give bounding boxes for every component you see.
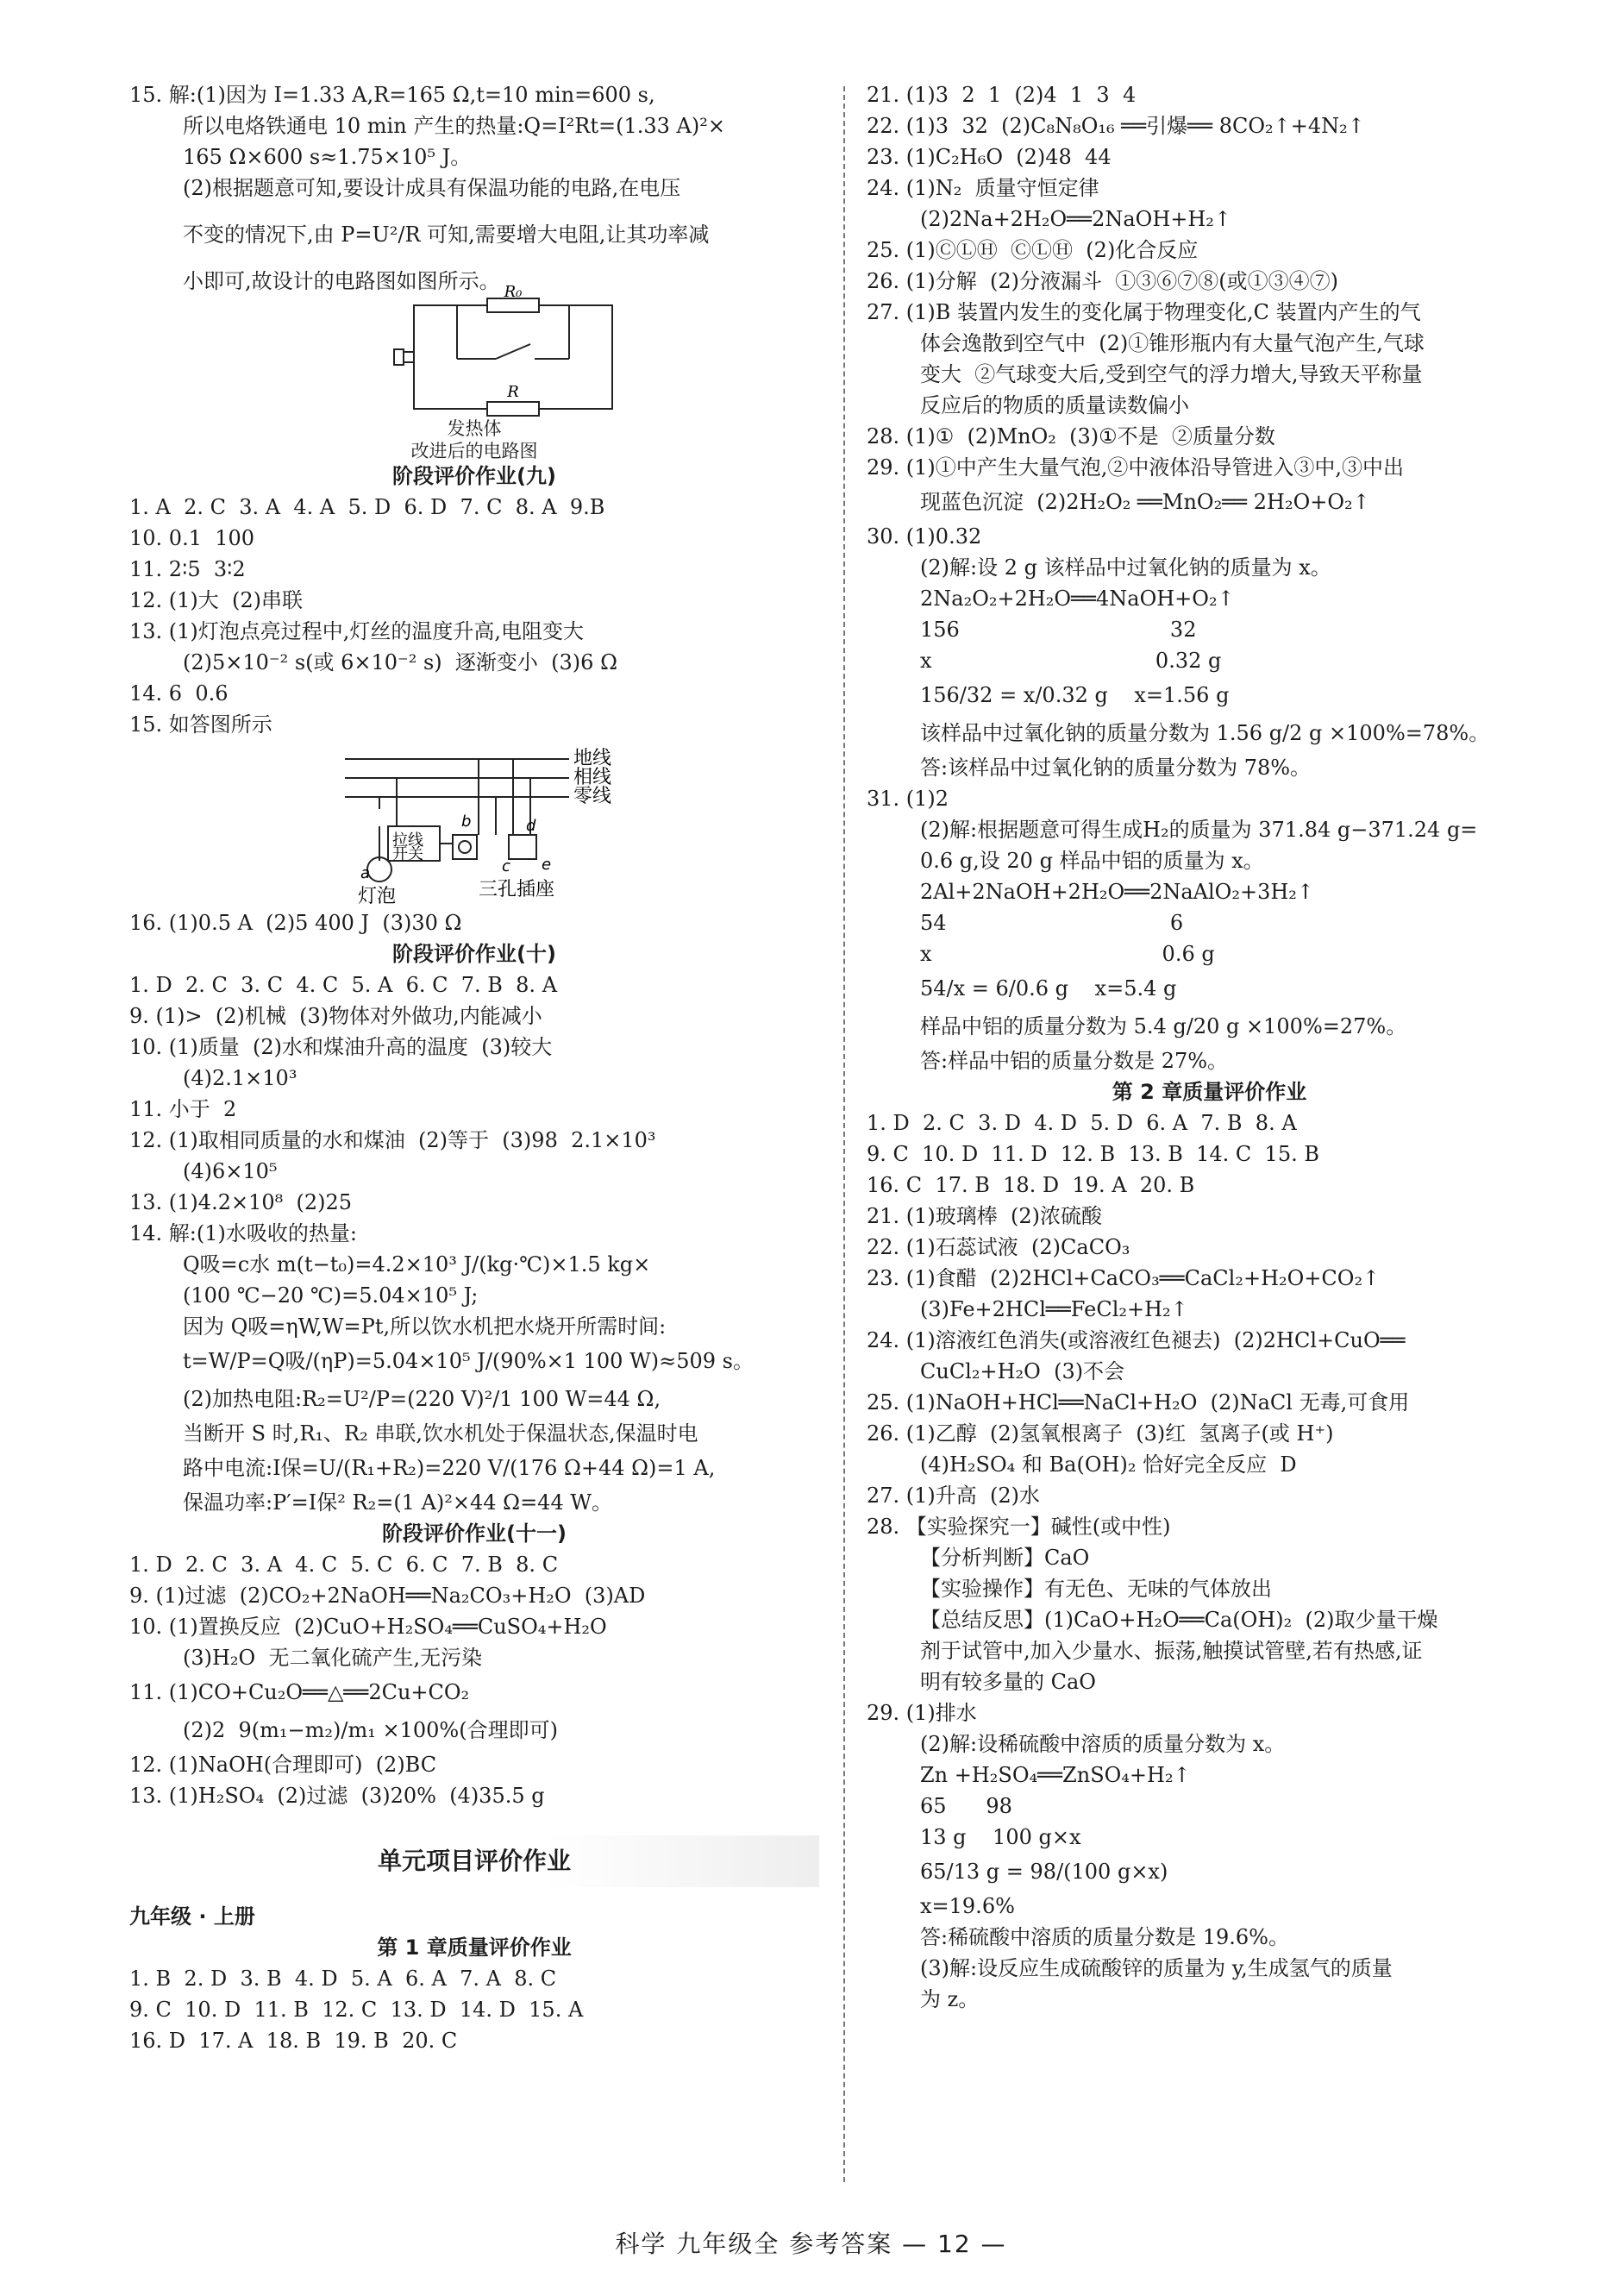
- answer-line: (3)H₂O 无二氧化硫产生,无污染: [183, 1646, 483, 1670]
- answer-line: 28. 【实验探究一】碱性(或中性): [867, 1515, 1171, 1539]
- section-heading: 阶段评价作业(十一): [382, 1521, 567, 1546]
- answer-line: 13. (1)灯泡点亮过程中,灯丝的温度升高,电阻变大: [129, 619, 585, 643]
- answer-line: 1. D 2. C 3. C 4. C 5. A 6. C 7. B 8. A: [129, 973, 558, 997]
- answer-line: 1. D 2. C 3. A 4. C 5. C 6. C 7. B 8. C: [129, 1553, 559, 1577]
- answer-line: 1. B 2. D 3. B 4. D 5. A 6. A 7. A 8. C: [129, 1967, 557, 1991]
- answer-line: 9. C 10. D 11. D 12. B 13. B 14. C 15. B: [867, 1142, 1319, 1166]
- answer-line: 明有较多量的 CaO: [920, 1670, 1096, 1694]
- answer-line: 156/32 = x/0.32 g x=1.56 g: [920, 683, 1230, 707]
- answer-line: (100 ℃−20 ℃)=5.04×10⁵ J;: [183, 1283, 479, 1308]
- answer-line: 14. 6 0.6: [129, 681, 229, 706]
- answer-line: 10. 0.1 100: [129, 526, 255, 550]
- answer-line: x 0.6 g: [920, 942, 1215, 966]
- switch-label: 拉线: [392, 831, 423, 850]
- answer-line: 24. (1)溶液红色消失(或溶液红色褪去) (2)2HCl+CuO══: [867, 1328, 1406, 1352]
- answer-line: x 0.32 g: [920, 649, 1222, 673]
- answer-line: 该样品中过氧化钠的质量分数为 1.56 g/2 g ×100%=78%。: [920, 721, 1490, 745]
- answer-line: 路中电流:I保=U/(R₁+R₂)=220 V/(176 Ω+44 Ω)=1 A,: [183, 1456, 716, 1480]
- answer-line: (2)解:根据题意可得生成H₂的质量为 371.84 g−371.24 g=: [920, 818, 1478, 842]
- answer-line: 1. D 2. C 3. D 4. D 5. D 6. A 7. B 8. A: [867, 1111, 1297, 1135]
- answer-line: 21. (1)玻璃棒 (2)浓硫酸: [867, 1204, 1103, 1228]
- neutral-wire-label: 零线: [573, 786, 612, 807]
- answer-line: 165 Ω×600 s≈1.75×10⁵ J。: [183, 145, 472, 169]
- point-d-label: d: [526, 817, 536, 835]
- answer-line: 54/x = 6/0.6 g x=5.4 g: [920, 976, 1177, 1001]
- answer-line: 11. (1)CO+Cu₂O══△══2Cu+CO₂: [129, 1680, 470, 1704]
- answer-line: 为 z。: [920, 1987, 980, 2011]
- answer-line: 13. (1)4.2×10⁸ (2)25: [129, 1190, 353, 1214]
- answer-line: 因为 Q吸=ηW,W=Pt,所以饮水机把水烧开所需时间:: [183, 1314, 667, 1339]
- answer-line: 9. C 10. D 11. B 12. C 13. D 14. D 15. A: [129, 1998, 584, 2022]
- section-heading: 阶段评价作业(十): [392, 942, 556, 966]
- answer-line: 25. (1)ⒸⓁⒽ ⒸⓁⒽ (2)化合反应: [867, 238, 1199, 262]
- answer-line: 28. (1)① (2)MnO₂ (3)①不是 ②质量分数: [867, 424, 1275, 449]
- answer-line: 【实验操作】有无色、无味的气体放出: [920, 1577, 1272, 1601]
- point-a-label: a: [360, 864, 371, 882]
- resistor-r-label: R: [507, 383, 519, 401]
- circuit-diagram: [129, 283, 819, 417]
- answer-line: 答:该样品中过氧化钠的质量分数为 78%。: [920, 756, 1312, 780]
- answer-line: 2Na₂O₂+2H₂O══4NaOH+O₂↑: [920, 587, 1235, 611]
- answer-line: 11. 2∶5 3∶2: [129, 557, 246, 581]
- answer-line: 小即可,故设计的电路图如图所示。: [183, 269, 500, 293]
- answer-line: 12. (1)大 (2)串联: [129, 588, 304, 612]
- point-c-label: c: [502, 857, 510, 875]
- point-e-label: e: [542, 856, 552, 874]
- figure-caption: 发热体: [447, 418, 502, 439]
- bulb-label: 灯泡: [358, 886, 397, 907]
- switch-label-2: 开关: [392, 845, 423, 863]
- answer-line: 1. A 2. C 3. A 4. A 5. D 6. D 7. C 8. A 9.B: [129, 495, 605, 519]
- answer-line: 29. (1)排水: [867, 1701, 977, 1725]
- answer-line: 65/13 g = 98/(100 g×x): [920, 1860, 1168, 1884]
- answer-line: 所以电烙铁通电 10 min 产生的热量:Q=I²Rt=(1.33 A)²×: [183, 114, 725, 138]
- unit-title: 单元项目评价作业: [129, 1835, 819, 1887]
- answer-line: (4)2.1×10³: [183, 1066, 297, 1090]
- answer-line: 15. 如答图所示: [129, 712, 272, 737]
- answer-line: 22. (1)石蕊试液 (2)CaCO₃: [867, 1235, 1130, 1259]
- answer-line: (2)加热电阻:R₂=U²/P=(220 V)²/1 100 W=44 Ω,: [183, 1387, 661, 1411]
- answer-line: 156 32: [920, 618, 1197, 642]
- answer-line: 保温功率:P′=I保² R₂=(1 A)²×44 Ω=44 W。: [183, 1490, 613, 1515]
- answer-line: 2Al+2NaOH+2H₂O══2NaAlO₂+3H₂↑: [920, 880, 1314, 904]
- answer-line: 65 98: [920, 1794, 1012, 1818]
- answer-line: 13. (1)H₂SO₄ (2)过滤 (3)20% (4)35.5 g: [129, 1784, 545, 1808]
- answer-line: 25. (1)NaOH+HCl══NaCl+H₂O (2)NaCl 无毒,可食用: [867, 1390, 1410, 1415]
- answer-line: 11. 小于 2: [129, 1097, 237, 1121]
- answer-line: 12. (1)取相同质量的水和煤油 (2)等于 (3)98 2.1×10³: [129, 1128, 656, 1152]
- answer-line: 0.6 g,设 20 g 样品中铝的质量为 x。: [920, 849, 1264, 873]
- answer-line: 16. (1)0.5 A (2)5 400 J (3)30 Ω: [129, 911, 462, 935]
- answer-line: 不变的情况下,由 P=U²/R 可知,需要增大电阻,让其功率减: [183, 223, 710, 247]
- answer-line: 16. D 17. A 18. B 19. B 20. C: [129, 2029, 458, 2053]
- left-column: [129, 79, 819, 2056]
- answer-line: t=W/P=Q吸/(ηP)=5.04×10⁵ J/(90%×1 100 W)≈509 s。: [183, 1349, 754, 1373]
- answer-line: 24. (1)N₂ 质量守恒定律: [867, 176, 1099, 200]
- answer-line: 答:样品中铝的质量分数是 27%。: [920, 1049, 1229, 1073]
- grade-heading: 九年级 · 上册: [129, 1904, 255, 1929]
- answer-line: 23. (1)C₂H₆O (2)48 44: [867, 145, 1112, 169]
- answer-line: Q吸=c水 m(t−t₀)=4.2×10³ J/(kg·℃)×1.5 kg×: [183, 1252, 651, 1277]
- improved-circuit-figure: [129, 283, 819, 461]
- answer-line: (3)Fe+2HCl══FeCl₂+H₂↑: [920, 1297, 1188, 1321]
- answer-line: 答:稀硫酸中溶质的质量分数是 19.6%。: [920, 1925, 1289, 1949]
- answer-line: 26. (1)分解 (2)分液漏斗 ①③⑥⑦⑧(或①③④⑦): [867, 269, 1339, 293]
- answer-line: (2)2Na+2H₂O══2NaOH+H₂↑: [920, 207, 1232, 231]
- answer-line: 27. (1)升高 (2)水: [867, 1484, 1041, 1508]
- answer-line: (2)解:设稀硫酸中溶质的质量分数为 x。: [920, 1732, 1286, 1756]
- answer-line: 21. (1)3 2 1 (2)4 1 3 4: [867, 83, 1137, 107]
- answer-line: 54 6: [920, 911, 1184, 935]
- point-b-label: b: [461, 812, 472, 831]
- page-footer: 科学 九年级全 参考答案 — 12 —: [615, 2230, 1007, 2258]
- column-divider: [843, 86, 845, 2182]
- answer-line: CuCl₂+H₂O (3)不会: [920, 1359, 1125, 1383]
- answer-line: 剂于试管中,加入少量水、振荡,触摸试管壁,若有热感,证: [920, 1639, 1423, 1663]
- answer-line: 26. (1)乙醇 (2)氢氧根离子 (3)红 氢离子(或 H⁺): [867, 1421, 1334, 1446]
- answer-line: 体会逸散到空气中 (2)①锥形瓶内有大量气泡产生,气球: [920, 331, 1425, 355]
- answer-line: 14. 解:(1)水吸收的热量:: [129, 1221, 357, 1245]
- answer-line: 23. (1)食醋 (2)2HCl+CaCO₃══CaCl₂+H₂O+CO₂↑: [867, 1266, 1381, 1290]
- answer-line: 30. (1)0.32: [867, 524, 982, 549]
- section-heading: 阶段评价作业(九): [392, 464, 556, 488]
- answer-line: 变大 ②气球变大后,受到空气的浮力增大,导致天平称量: [920, 362, 1423, 386]
- answer-line: 9. (1)> (2)机械 (3)物体对外做功,内能减小: [129, 1004, 542, 1028]
- wiring-figure: [129, 740, 819, 907]
- answer-line: 10. (1)质量 (2)水和煤油升高的温度 (3)较大: [129, 1035, 553, 1059]
- ground-wire-label: 地线: [573, 748, 612, 769]
- answer-line: 15. 解:(1)因为 I=1.33 A,R=165 Ω,t=10 min=600 s,: [129, 83, 655, 107]
- right-column: [867, 79, 1552, 2015]
- answer-line: 当断开 S 时,R₁、R₂ 串联,饮水机处于保温状态,保温时电: [183, 1421, 698, 1446]
- wiring-diagram: [129, 740, 819, 907]
- answer-line: 10. (1)置换反应 (2)CuO+H₂SO₄══CuSO₄+H₂O: [129, 1615, 607, 1639]
- live-wire-label: 相线: [573, 767, 612, 788]
- answer-line: (2)解:设 2 g 该样品中过氧化钠的质量为 x。: [920, 555, 1331, 580]
- answer-line: 反应后的物质的质量读数偏小: [920, 393, 1189, 417]
- socket-label: 三孔插座: [479, 879, 555, 900]
- answer-line: Zn +H₂SO₄══ZnSO₄+H₂↑: [920, 1763, 1191, 1787]
- answer-line: 【分析判断】CaO: [920, 1546, 1090, 1570]
- chapter-heading: 第 2 章质量评价作业: [1112, 1080, 1307, 1104]
- chapter-heading: 第 1 章质量评价作业: [377, 1935, 572, 1960]
- answer-line: 31. (1)2: [867, 787, 949, 811]
- answer-line: 样品中铝的质量分数为 5.4 g/20 g ×100%=27%。: [920, 1014, 1407, 1038]
- answer-line: 现蓝色沉淀 (2)2H₂O₂ ══MnO₂══ 2H₂O+O₂↑: [920, 490, 1370, 514]
- answer-line: (2)5×10⁻² s(或 6×10⁻² s) 逐渐变小 (3)6 Ω: [183, 650, 617, 674]
- answer-line: 13 g 100 g×x: [920, 1825, 1081, 1849]
- resistor-r0-label: R₀: [504, 283, 523, 301]
- answer-line: (2)2 9(m₁−m₂)/m₁ ×100%(合理即可): [183, 1718, 558, 1742]
- answer-line: 【总结反思】(1)CaO+H₂O══Ca(OH)₂ (2)取少量干燥: [920, 1608, 1438, 1632]
- figure-caption: 改进后的电路图: [410, 441, 538, 461]
- answer-line: 22. (1)3 32 (2)C₈N₈O₁₆ ══引爆══ 8CO₂↑+4N₂↑: [867, 114, 1365, 138]
- answer-line: x=19.6%: [920, 1894, 1015, 1918]
- answer-line: (2)根据题意可知,要设计成具有保温功能的电路,在电压: [183, 176, 681, 200]
- answer-line: 27. (1)B 装置内发生的变化属于物理变化,C 装置内产生的气: [867, 300, 1421, 324]
- answer-line: 29. (1)①中产生大量气泡,②中液体沿导管进入③中,③中出: [867, 455, 1405, 480]
- answer-line: 9. (1)过滤 (2)CO₂+2NaOH══Na₂CO₃+H₂O (3)AD: [129, 1584, 646, 1608]
- answer-line: 12. (1)NaOH(合理即可) (2)BC: [129, 1753, 437, 1777]
- answer-line: (4)6×10⁵: [183, 1159, 278, 1183]
- answer-line: 16. C 17. B 18. D 19. A 20. B: [867, 1173, 1195, 1197]
- answer-line: (4)H₂SO₄ 和 Ba(OH)₂ 恰好完全反应 D: [920, 1452, 1297, 1477]
- answer-line: (3)解:设反应生成硫酸锌的质量为 y,生成氢气的质量: [920, 1956, 1393, 1980]
